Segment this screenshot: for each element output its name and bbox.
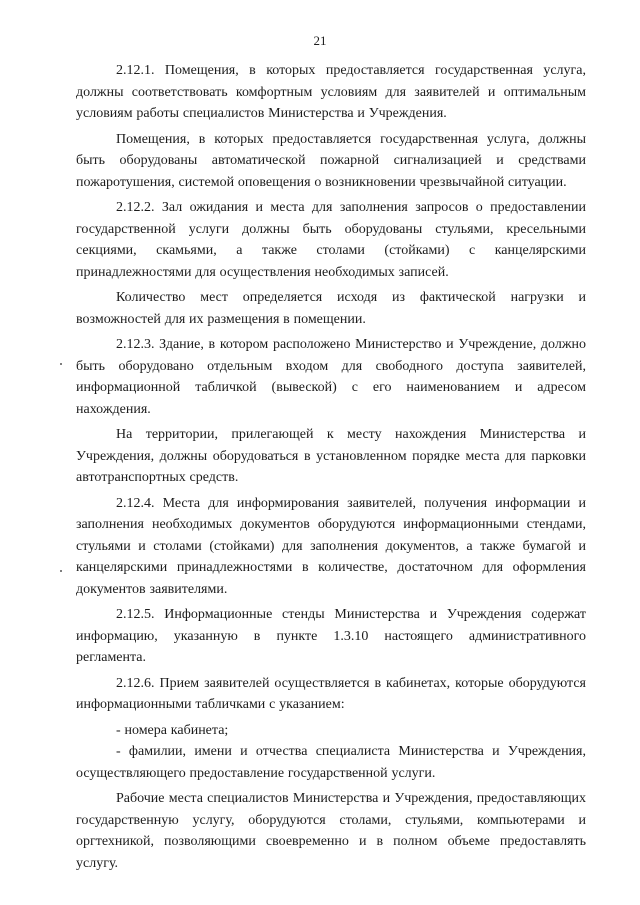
document-body (76, 60, 586, 878)
scan-speck (60, 363, 62, 365)
paragraph-fire-safety: Помещения, в которых предоставляется государственная услуга, должны быть оборудованы автоматической пожарной сигнализацией и средствами пожаротушения, системой оповещения о возникновении чрезвычайной ситуации. (76, 131, 586, 190)
paragraph-seat-count: Количество мест определяется исходя из фактической нагрузки и возможностей для их размещения в помещении. (76, 290, 586, 327)
paragraph-2-12-6: 2.12.6. Прием заявителей осуществляется в кабинетах, которые оборудуются информационными табличками с указанием: (76, 675, 586, 712)
paragraph-2-12-1: 2.12.1. Помещения, в которых предоставляется государственная услуга, должны соответствовать комфортным условиям для заявителей и оптимальным условиям работы специалистов Министерства и Учреждения. (76, 63, 586, 121)
scan-speck (60, 570, 62, 572)
paragraph-2-12-3: 2.12.3. Здание, в котором расположено Министерство и Учреждение, должно быть оборудовано отдельным входом для свободного доступа заявителей, информационной табличкой (вывеской) с его наименованием и адресом нахождения. (76, 337, 586, 417)
page-number: 21 (313, 33, 327, 48)
paragraph-parking: На территории, прилегающей к месту нахождения Министерства и Учреждения, должны оборудоваться в установленном порядке места для парковки автотранспортных средств. (76, 427, 586, 485)
paragraph-2-12-2: 2.12.2. Зал ожидания и места для заполнения запросов о предоставлении государственной услуги должны быть оборудованы стульями, кресельными секциями, скамьями, а также столами (стойками) с канцелярскими принадлежностями для осуществления необходимых записей. (76, 200, 586, 280)
list-item-specialist-name: - фамилии, имени и отчества специалиста Министерства и Учреждения, осуществляющего предоставление государственной услуги. (76, 744, 586, 781)
paragraph-2-12-4: 2.12.4. Места для информирования заявителей, получения информации и заполнения необходимых документов оборудуются информационными стендами, стульями и столами (стойками) для заполнения документов, а также бумагой и канцелярскими принадлежностями в количестве, достаточном для оформления документов заявителями. (76, 495, 586, 597)
paragraph-2-12-5: 2.12.5. Информационные стенды Министерства и Учреждения содержат информацию, указанную в пункте 1.3.10 настоящего административного регламента. (76, 607, 586, 665)
list-item-room-number: - номера кабинета; (116, 722, 229, 738)
paragraph-workplaces: Рабочие места специалистов Министерства и Учреждения, предоставляющих государственную услугу, оборудуются столами, стульями, компьютерами и оргтехникой, позволяющими своевременно и в полном объеме предоставлять услугу. (76, 791, 586, 871)
